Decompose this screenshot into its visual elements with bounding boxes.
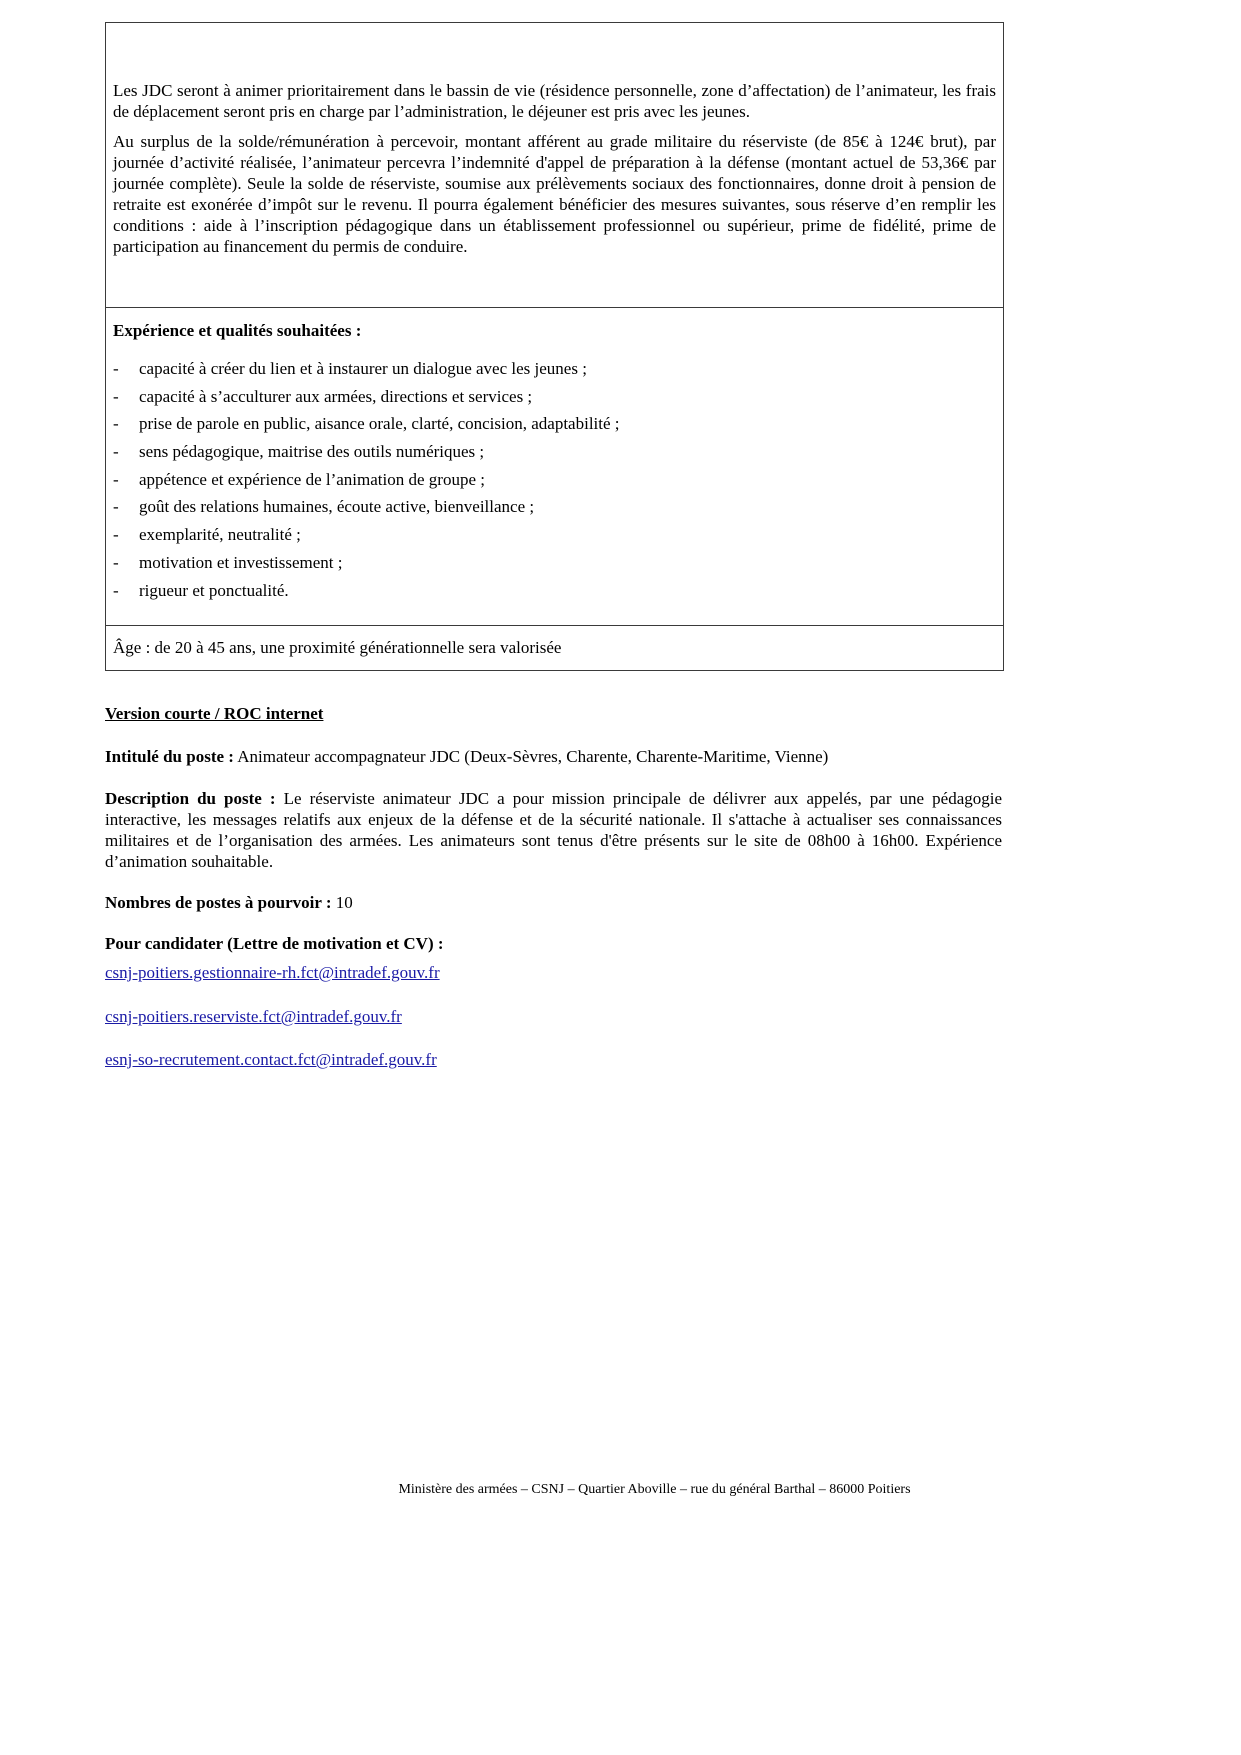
list-item-text: goût des relations humaines, écoute active, bienveillance ; [139,497,535,517]
list-item [113,580,996,601]
qualities-list [113,358,996,601]
job-description-label: Description du poste : [105,789,276,808]
list-item [113,552,996,573]
short-version-heading: Version courte / ROC internet [105,704,324,723]
age-requirement: Âge : de 20 à 45 ans, une proximité générationnelle sera valorisée [113,638,562,657]
job-title-label: Intitulé du poste : [105,747,234,766]
list-item [113,496,996,517]
list-item-text: sens pédagogique, maitrise des outils numériques ; [139,442,485,462]
location-paragraph: Les JDC seront à animer prioritairement dans le bassin de vie (résidence personnelle, zone d’affectation) de l’animateur, les frais de déplacement seront pris en charge par l’administration, le déjeuner est pris avec les jeunes. [113,81,996,121]
positions-line [105,892,1002,913]
apply-heading: Pour candidater (Lettre de motivation et CV) : [105,934,444,953]
experience-title: Expérience et qualités souhaitées : [113,321,362,340]
email-link-recrutement-contact[interactable]: esnj-so-recrutement.contact.fct@intradef.gouv.fr [105,1050,437,1069]
list-item-text: appétence et expérience de l’animation de groupe ; [139,469,485,489]
list-item [113,413,996,434]
experience-cell [106,307,1003,625]
bullet-dash-icon: - [113,580,119,600]
job-title-value: Animateur accompagnateur JDC (Deux-Sèvres, Charente, Charente-Maritime, Vienne) [237,747,829,766]
bullet-dash-icon: - [113,552,119,572]
job-description-paragraph [105,788,1002,872]
list-item [113,386,996,407]
bullet-dash-icon: - [113,386,119,406]
remuneration-paragraph: Au surplus de la solde/rémunération à percevoir, montant afférent au grade militaire du réserviste (de 85€ à 124€ brut), par journée d’activité réalisée, l’animateur percevra l’indemnité d'appel de préparation à la défense (montant actuel de 53,36€ par journée complète). Seule la solde de réserviste, soumise aux prélèvements sociaux des fonctionnaires, donne droit à pension de retraite est exonérée d’impôt sur le revenu. Il pourra également bénéficier des mesures suivantes, sous réserve d’en remplir les conditions : aide à l’inscription pédagogique dans un établissement professionnel ou supérieur, prime de fidélité, prime de participation au financement du permis de conduire. [113,132,996,256]
list-item [113,358,996,379]
bullet-dash-icon: - [113,414,119,434]
age-cell [106,625,1003,670]
page-footer: Ministère des armées – CSNJ – Quartier Aboville – rue du général Barthal – 86000 Poitiers [398,1482,911,1497]
bullet-dash-icon: - [113,359,119,378]
list-item [113,441,996,462]
bullet-dash-icon: - [113,469,119,489]
positions-label: Nombres de postes à pourvoir : [105,893,332,912]
list-item-text: motivation et investissement ; [139,552,343,572]
list-item [113,524,996,545]
list-item-text: exemplarité, neutralité ; [139,525,301,545]
list-item [113,469,996,490]
remuneration-cell [106,23,1003,307]
job-description [105,788,1002,872]
bullet-dash-icon: - [113,525,119,545]
list-item-text: rigueur et ponctualité. [139,580,289,600]
bullet-dash-icon: - [113,497,119,517]
list-item-text: capacité à créer du lien et à instaurer un dialogue avec les jeunes ; [139,359,587,378]
list-item-text: prise de parole en public, aisance orale, clarté, concision, adaptabilité ; [139,414,620,434]
job-details-table [105,22,1004,671]
list-item-text: capacité à s’acculturer aux armées, directions et services ; [139,386,533,406]
positions-count: 10 [335,893,353,912]
job-description-value: Le réserviste animateur JDC a pour mission principale de délivrer aux appelés, par une pédagogie interactive, les messages relatifs aux enjeux de la défense et de la sécurité nationale. Il s'attache à actualiser ses connaissances militaires et de l’organisation des armées. Les animateurs sont tenus d'être présents sur le site de 08h00 à 16h00. Expérience d’animation souhaitable. [105,789,1003,871]
email-link-reserviste[interactable]: csnj-poitiers.reserviste.fct@intradef.gouv.fr [105,1007,402,1026]
bullet-dash-icon: - [113,442,119,462]
email-link-gestionnaire-rh[interactable]: csnj-poitiers.gestionnaire-rh.fct@intradef.gouv.fr [105,963,440,982]
job-title-line [105,746,1002,767]
